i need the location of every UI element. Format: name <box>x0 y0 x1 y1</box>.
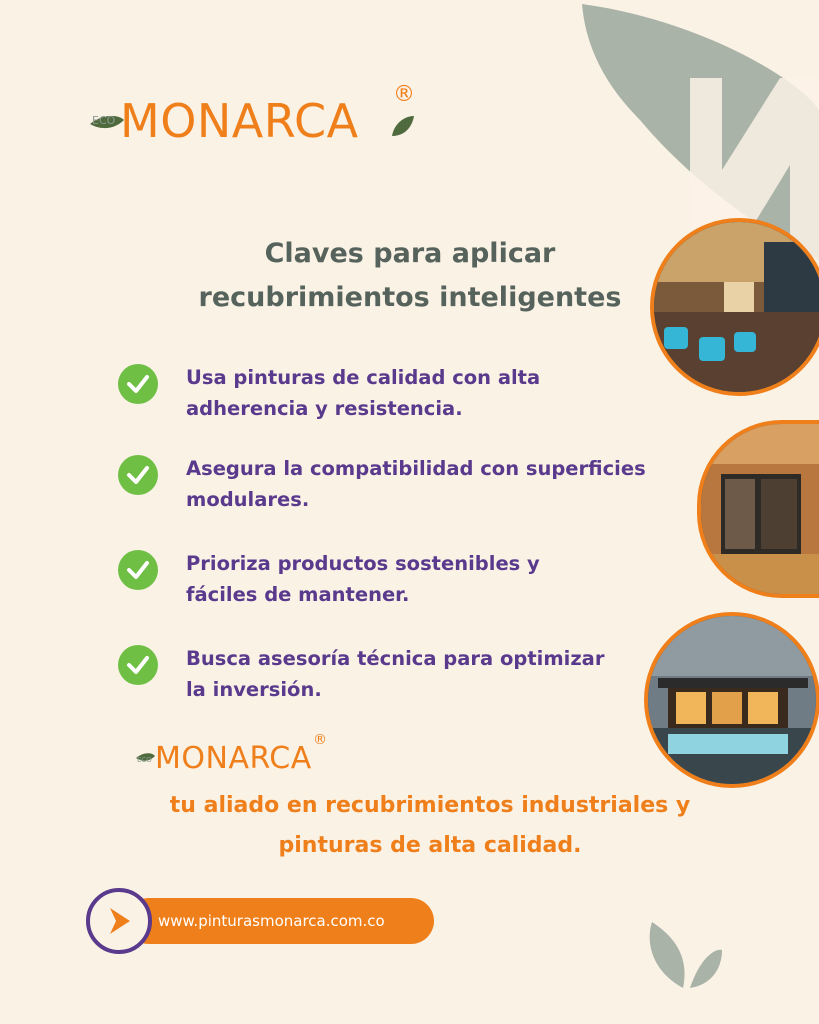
brand-logo-top <box>88 82 428 162</box>
leaf-icon-bottom <box>650 922 722 988</box>
tip-item <box>118 453 646 515</box>
brand-prefix: ECO <box>137 756 152 764</box>
photo-modern-house-pool <box>644 612 819 788</box>
tagline <box>120 786 740 866</box>
website-url[interactable]: www.pinturasmonarca.com.co <box>158 912 385 930</box>
brand-prefix: ECO <box>92 114 116 127</box>
tip-line: Usa pinturas de calidad con alta <box>186 366 541 389</box>
check-icon <box>118 645 158 685</box>
brand-logo-bottom <box>135 732 335 782</box>
tip-text <box>186 453 646 515</box>
title-line-1: Claves para aplicar <box>264 238 556 269</box>
tagline-line-2: pinturas de alta calidad. <box>278 833 582 858</box>
brand-name: MONARCA <box>120 94 359 148</box>
tip-line: modulares. <box>186 488 310 511</box>
tip-line: la inversión. <box>186 678 322 701</box>
brand-name: MONARCA <box>155 741 312 776</box>
tagline-line-1: tu aliado en recubrimientos industriales y <box>169 793 691 818</box>
tip-line: Busca asesoría técnica para optimizar <box>186 647 605 670</box>
tip-text <box>186 362 540 424</box>
check-icon <box>118 550 158 590</box>
website-link-button[interactable] <box>86 888 438 954</box>
tip-text <box>186 548 540 610</box>
registered-mark: ® <box>393 82 415 107</box>
tip-item <box>118 548 540 610</box>
tip-line: fáciles de mantener. <box>186 583 410 606</box>
registered-mark: ® <box>313 732 327 748</box>
tip-item <box>118 643 604 705</box>
tip-line: Asegura la compatibilidad con superficies <box>186 457 646 480</box>
leaf-icon <box>388 112 418 142</box>
tip-line: Prioriza productos sostenibles y <box>186 552 540 575</box>
check-icon <box>118 455 158 495</box>
tip-line: adherencia y resistencia. <box>186 397 463 420</box>
page-title <box>140 232 680 320</box>
tip-item <box>118 362 540 424</box>
photo-interior-living-room <box>650 218 819 396</box>
check-icon <box>118 364 158 404</box>
title-line-2: recubrimientos inteligentes <box>198 282 622 313</box>
chevron-right-icon[interactable] <box>86 888 152 954</box>
tip-text <box>186 643 604 705</box>
